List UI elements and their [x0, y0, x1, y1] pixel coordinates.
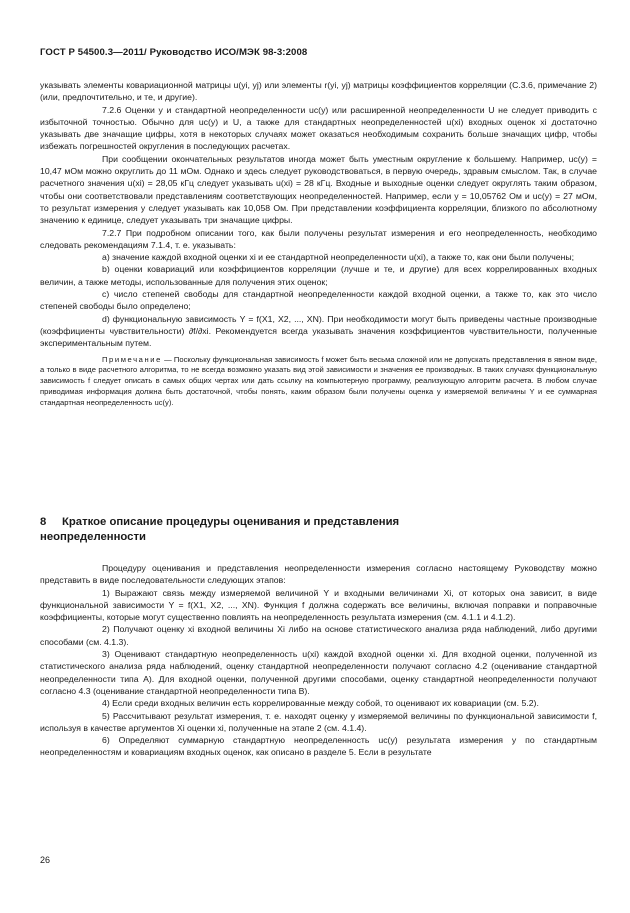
note-label: Примечание — [102, 354, 162, 364]
clause-7-text — [40, 79, 597, 409]
page-number: 26 — [40, 855, 51, 865]
step-4: 4) Если среди входных величин есть коррелированные между собой, то оценивают их ковариации (см. 5.2). — [102, 698, 539, 709]
note — [40, 355, 597, 410]
running-header: ГОСТ Р 54500.3—2011/ Руководство ИСО/МЭК 98-3:2008 — [40, 47, 308, 58]
paragraph-7-2-6: 7.2.6 Оценки y и стандартной неопределенности uc(y) или расширенной неопределенности U не следует приводить с избыточной точностью. Обычно для uc(y) и U, а также для стандартных неопределенностей u(xi) входных оценок xi достаточно указывать две значащие цифры, хотя в некоторых случаях может оказаться необходимым сохранить больше значащих цифр, чтобы избежать погрешностей округления в последующих расчетах. — [40, 104, 597, 152]
paragraph: указывать элементы ковариационной матрицы u(yi, yj) или элементы r(yi, yj) матрицы коэффициентов корреляции (С.3.6, примечание 2) (или, предпочтительно, и те, и другие). — [40, 80, 597, 103]
section-8-text — [40, 562, 597, 759]
section-title-line1: Краткое описание процедуры оценивания и представления — [62, 516, 400, 528]
note-text: — Поскольку функциональная зависимость f может быть весьма сложной или не допускать представления в явном виде, а только в виде расчетного алгоритма, то не всегда возможно указать вид этой зависимости и значения ее производных. В таких случаях функциональную зависимость f следует описать в самых общих чертах или дать ссылку на компьютерную программу, реализующую алгоритм расчета. В любом случае приводимая информация должна быть достаточной, чтобы понять, каким образом были получены оценка y измеряемой величины Y и ее суммарная стандартная неопределенность uc(y). — [40, 354, 597, 408]
list-item-d: d) функциональную зависимость Y = f(X1, X2, ..., XN). При необходимости могут быть приведены частные производные (коэффициенты чувствительности) ∂f/∂xi. Рекомендуется всегда указывать значения коэффициентов чувствительности, полученные экспериментальным путем. — [40, 313, 597, 349]
step-6: 6) Определяют суммарную стандартную неопределенность uc(y) результата измерения y по стандартным неопределенностям и ковариациям входных оценок, как описано в разделе 5. Если в результате — [40, 735, 597, 758]
step-2: 2) Получают оценку xi входной величины Xi либо на основе статистического анализа ряда наблюдений, либо другими способами (см. 4.1.3). — [40, 624, 597, 647]
section-8-heading — [40, 515, 597, 545]
paragraph: Процедуру оценивания и представления неопределенности измерения согласно настоящему Руководству можно представить в виде последовательности следующих этапов: — [40, 563, 597, 586]
list-item-a: a) значение каждой входной оценки xi и ее стандартной неопределенности u(xi), а также то, как они были получены; — [102, 252, 575, 263]
list-item-c: c) число степеней свободы для стандартной неопределенности каждой входной оценки, а также то, как это число степеней свободы было определено; — [40, 289, 597, 312]
step-5: 5) Рассчитывают результат измерения, т. е. находят оценку y измеряемой величины по функциональной зависимости f, используя в качестве аргументов Xi оценки xi, полученные на этапе 2 (см. 4.1.4). — [40, 710, 597, 733]
paragraph-7-2-7: 7.2.7 При подробном описании того, как были получены результат измерения и его неопределенность, необходимо следовать рекомендациям 7.1.4, т. е. указывать: — [40, 227, 597, 250]
section-number: 8 — [40, 516, 47, 528]
step-3: 3) Оценивают стандартную неопределенность u(xi) каждой входной оценки xi. Для входной оценки, полученной из статистического анализа ряда наблюдений, оценку стандартной неопределенности получают согласно 4.2 (оценивание стандартной неопределенности типа А). Для входной оценки, полученной другими способами, оценку стандартной неопределенности получают согласно 4.3 (оценивание стандартной неопределенности типа В). — [40, 649, 597, 696]
paragraph: При сообщении окончательных результатов иногда может быть уместным округление к большему. Например, uc(y) = 10,47 мОм можно округлить до 11 мОм. Однако и здесь следует руководствоваться, в первую очередь, здравым смыслом. Так, в случае расчетного значения u(xi) = 28,05 кГц следует указывать u(xi) = 28 кГц. Входные и выходные оценки следует округлять таким образом, чтобы они соответствовали представлениям соответствующих неопределенностей. Например, если y = 10,05762 Ом и uc(y) = 27 мОм, то результат измерения y следует указывать как 10,058 Ом. При представлении коэффициента корреляции, близкого по абсолютному значению к единице, следует указывать три значащие цифры. — [40, 153, 597, 226]
list-item-b: b) оценки ковариаций или коэффициентов корреляции (лучше и те, и другие) для всех коррелированных входных величин, а также методы, использованные для получения этих оценок; — [40, 264, 597, 287]
step-1: 1) Выражают связь между измеряемой величиной Y и входными величинами Xi, от которых она зависит, в виде функциональной зависимости Y = f(X1, X2, ..., XN). Функция f должна содержать все величины, включая поправки и поправочные коэффициенты, которые могут существенно повлиять на неопределенность результата измерения (см. 4.1.1 и 4.1.2). — [40, 587, 597, 623]
section-title-line2: неопределенности — [40, 531, 146, 543]
